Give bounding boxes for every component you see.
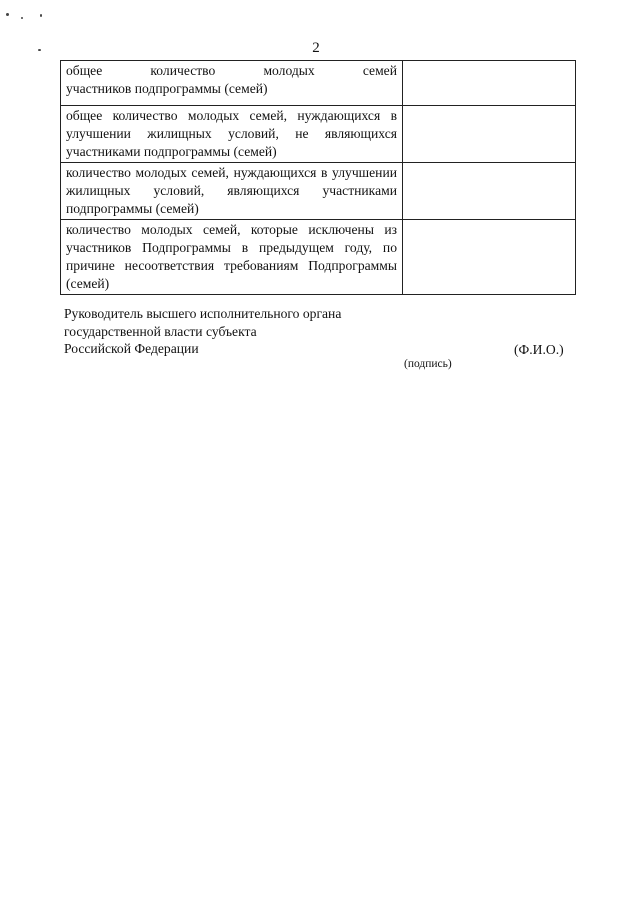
fio-label: (Ф.И.О.) [514,342,564,357]
row-label [61,61,403,106]
row-label: количество молодых семей, нуждающихся в улучшении жилищных условий, являющихся участниками подпрограммы (семей) [61,163,403,220]
table-row [61,163,576,220]
row-label-line: общее количество молодых семей [66,63,397,78]
scan-speck [21,17,23,19]
row-label: общее количество молодых семей, нуждающихся в улучшении жилищных условий, не являющихся участниками подпрограммы (семей) [61,106,403,163]
table-row [61,220,576,295]
signature-caption: (подпись) [404,358,452,370]
scan-speck [40,14,42,17]
row-label: количество молодых семей, которые исключены из участников Подпрограммы в предыдущем году, по причине несоответствия требованиям Подпрограммы (семей) [61,220,403,295]
statistics-table [60,60,576,295]
table-row [61,61,576,106]
row-label-line: участников подпрограммы (семей) [66,81,268,96]
signatory-title-line: Российской Федерации [64,341,199,356]
scan-speck [6,13,9,16]
signatory-title [64,305,341,358]
row-value[interactable] [403,163,576,220]
signatory-title-line: государственной власти субъекта [64,323,257,339]
row-value[interactable] [403,106,576,163]
row-value[interactable] [403,220,576,295]
signatory-title-line: Руководитель высшего исполнительного органа [64,306,342,321]
row-value[interactable] [403,61,576,106]
table-row [61,106,576,163]
page-number: 2 [312,40,320,56]
